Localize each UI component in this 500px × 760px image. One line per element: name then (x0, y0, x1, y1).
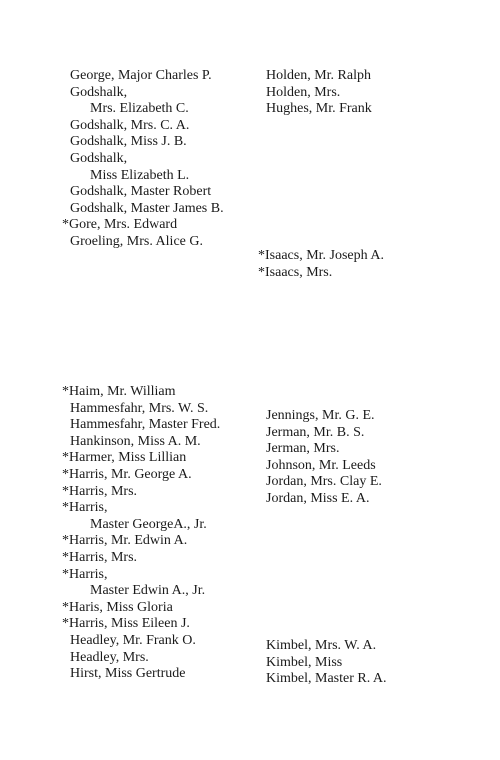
passenger-entry: Jordan, Miss E. A. (266, 490, 370, 506)
passenger-entry: Miss Elizabeth L. (90, 167, 190, 183)
passenger-entry: Godshalk, Master Robert (70, 184, 212, 200)
passenger-entry: Godshalk, Master James B. (70, 200, 224, 216)
passenger-entry: Master Edwin A., Jr. (90, 583, 206, 599)
passenger-entry: *Harris, (62, 566, 108, 582)
passenger-entry: Headley, Mrs. (70, 649, 149, 665)
passenger-entry: *Harris, (62, 500, 108, 516)
passenger-entry: Kimbel, Mrs. W. A. (266, 638, 377, 653)
passenger-entry: Jerman, Mr. B. S. (266, 424, 365, 440)
passenger-entry: *Haris, Miss Gloria (62, 599, 173, 615)
passenger-entry: *Haim, Mr. William (62, 384, 176, 399)
passenger-entry: Jordan, Mrs. Clay E. (266, 474, 382, 490)
passenger-entry: Hankinson, Miss A. M. (70, 433, 201, 449)
passenger-entry: Master GeorgeA., Jr. (90, 516, 207, 532)
passenger-entry: *Harmer, Miss Lillian (62, 450, 187, 466)
passenger-entry: *Harris, Mr. George A. (62, 466, 192, 482)
passenger-entry: *Harris, Mrs. (62, 549, 138, 565)
passenger-entry: Godshalk, (70, 150, 128, 166)
passenger-entry: Godshalk, Miss J. B. (70, 134, 187, 150)
passenger-entry: Hirst, Miss Gertrude (70, 666, 186, 682)
right-isaacs-column (258, 248, 384, 281)
passenger-entry: *Isaacs, Mr. Joseph A. (258, 248, 384, 263)
passenger-entry: Hughes, Mr. Frank (266, 101, 372, 117)
passenger-entry: Hammesfahr, Mrs. W. S. (70, 400, 209, 416)
passenger-entry: *Isaacs, Mrs. (258, 264, 333, 280)
left-upper-column (62, 68, 224, 251)
right-jennings-column (258, 408, 382, 508)
passenger-entry: Jennings, Mr. G. E. (266, 408, 375, 423)
passenger-entry: Kimbel, Miss (266, 654, 343, 670)
right-upper-column (258, 68, 372, 118)
passenger-entry: George, Major Charles P. (70, 68, 212, 83)
passenger-entry: Groeling, Mrs. Alice G. (70, 233, 203, 249)
passenger-entry: *Harris, Mrs. (62, 483, 138, 499)
passenger-entry: Headley, Mr. Frank O. (70, 632, 196, 648)
passenger-entry: Godshalk, (70, 84, 128, 100)
passenger-entry: Jerman, Mrs. (266, 441, 340, 457)
passenger-entry: Holden, Mrs. (266, 84, 341, 100)
passenger-entry: *Harris, Mr. Edwin A. (62, 533, 188, 549)
left-lower-column (62, 384, 220, 683)
passenger-entry: Mrs. Elizabeth C. (90, 101, 189, 117)
passenger-entry: Kimbel, Master R. A. (266, 671, 387, 687)
passenger-entry: Godshalk, Mrs. C. A. (70, 117, 190, 133)
passenger-entry: Hammesfahr, Master Fred. (70, 417, 221, 433)
passenger-entry: Holden, Mr. Ralph (266, 68, 371, 83)
right-kimbel-column (258, 638, 387, 688)
passenger-entry: *Gore, Mrs. Edward (62, 217, 178, 233)
passenger-entry: *Harris, Miss Eileen J. (62, 616, 190, 632)
passenger-entry: Johnson, Mr. Leeds (266, 457, 376, 473)
